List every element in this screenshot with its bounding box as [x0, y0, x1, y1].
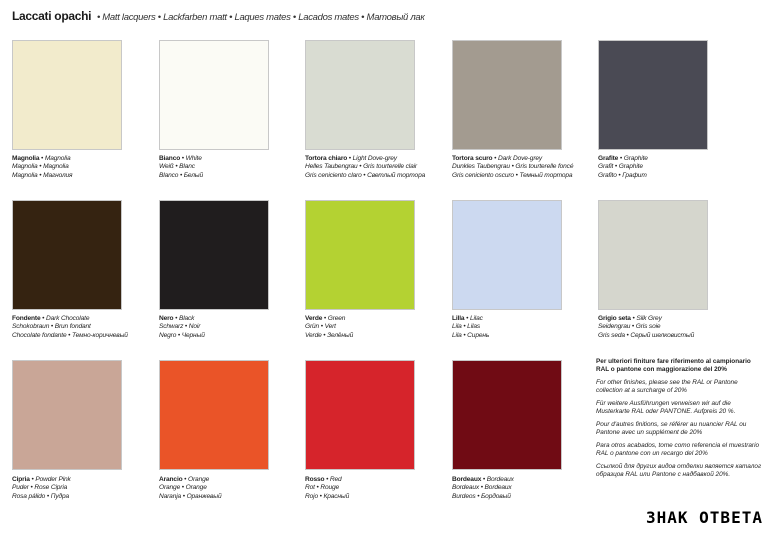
swatch-label-tortora-chiaro: Tortora chiaro • Light Dove-grey Helles Taubengrau • Gris tourterelle clair Gris ceniciento claro • Светлый тортора: [305, 155, 426, 179]
swatch-label-rosso: Rosso • Red Rot • Rouge Rojo • Красный: [305, 476, 350, 500]
swatch-tortora-scuro: [452, 40, 562, 150]
swatch-tortora-chiaro: [305, 40, 415, 150]
swatch-bordeaux: [452, 360, 562, 470]
swatch-lilla: [452, 200, 562, 310]
swatch-label-arancio: Arancio • Orange Orange • Orange Naranja • Оранжевый: [159, 476, 222, 500]
swatch-label-bordeaux: Bordeaux • Bordeaux Bordeaux • Bordeaux Burdeos • Бордовый: [452, 476, 514, 500]
swatch-grafite: [598, 40, 708, 150]
page-header: [12, 9, 425, 23]
note-spanish: Para otros acabados, tome como referencia el muestrario RAL o pantone con un recargo del 20%: [596, 442, 760, 458]
swatch-label-cipria: Cipria • Powder Pink Puder • Rose Cipria Rosa pálido • Пудра: [12, 476, 71, 500]
note-italian: Per ulteriori finiture fare riferimento al campionario RAL o pantone con maggiorazione del 20%: [596, 358, 751, 373]
swatch-label-bianco: Bianco • White Weiß • Blanc Blanco • Белый: [159, 155, 204, 179]
watermark-stamp: ЗНАК ОТВЕТА: [646, 508, 763, 527]
swatch-label-verde: Verde • Green Grün • Vert Verde • Зелёный: [305, 315, 354, 339]
swatch-nero: [159, 200, 269, 310]
swatch-cipria: [12, 360, 122, 470]
note-german: Für weitere Ausführungen verweisen wir auf die Musterkarte RAL oder PANTONE. Aufpreis 20 %.: [596, 400, 736, 415]
finishes-note: [596, 358, 764, 485]
swatch-bianco: [159, 40, 269, 150]
swatch-arancio: [159, 360, 269, 470]
swatch-grigio-seta: [598, 200, 708, 310]
page-title: Laccati opachi: [12, 9, 92, 23]
swatch-label-grigio-seta: Grigio seta • Silk Grey Seidengrau • Gris soie Gris seda • Серый шелковистый: [598, 315, 695, 339]
swatch-label-grafite: Grafite • Graphite Grafit • Graphite Grafito • Графит: [598, 155, 648, 179]
swatch-label-fondente: Fondente • Dark Chocolate Schokobraun • Brun fondant Chocolate fondante • Темно-коричневый: [12, 315, 128, 339]
page-subtitle: • Matt lacquers • Lackfarben matt • Laques mates • Lacados mates • Матовый лак: [96, 12, 425, 23]
swatch-label-nero: Nero • Black Schwarz • Noir Negro • Черный: [159, 315, 205, 339]
swatch-label-tortora-scuro: Tortora scuro • Dark Dove-grey Dunkles Taubengrau • Gris tourterelle foncé Gris ceniciento oscuro • Темный тортора: [452, 155, 574, 179]
swatch-magnolia: [12, 40, 122, 150]
swatch-label-lilla: Lilla • Lilac Lila • Lilas Lila • Сирень: [452, 315, 490, 339]
swatch-fondente: [12, 200, 122, 310]
swatch-rosso: [305, 360, 415, 470]
swatch-verde: [305, 200, 415, 310]
swatch-label-magnolia: Magnolia • Magnolia Magnolia • Magnolia Magnolia • Магнолия: [12, 155, 73, 179]
note-russian: Ссылкой для других видов отделки является каталог образцов RAL или Pantone с надбавкой 20%.: [596, 463, 762, 479]
note-french: Pour d'autres finitions, se référer au nuancier RAL ou Pantone avec un supplément de 20%: [596, 421, 747, 437]
note-english: For other finishes, please see the RAL or Pantone collection at a surcharge of 20%: [596, 379, 738, 394]
